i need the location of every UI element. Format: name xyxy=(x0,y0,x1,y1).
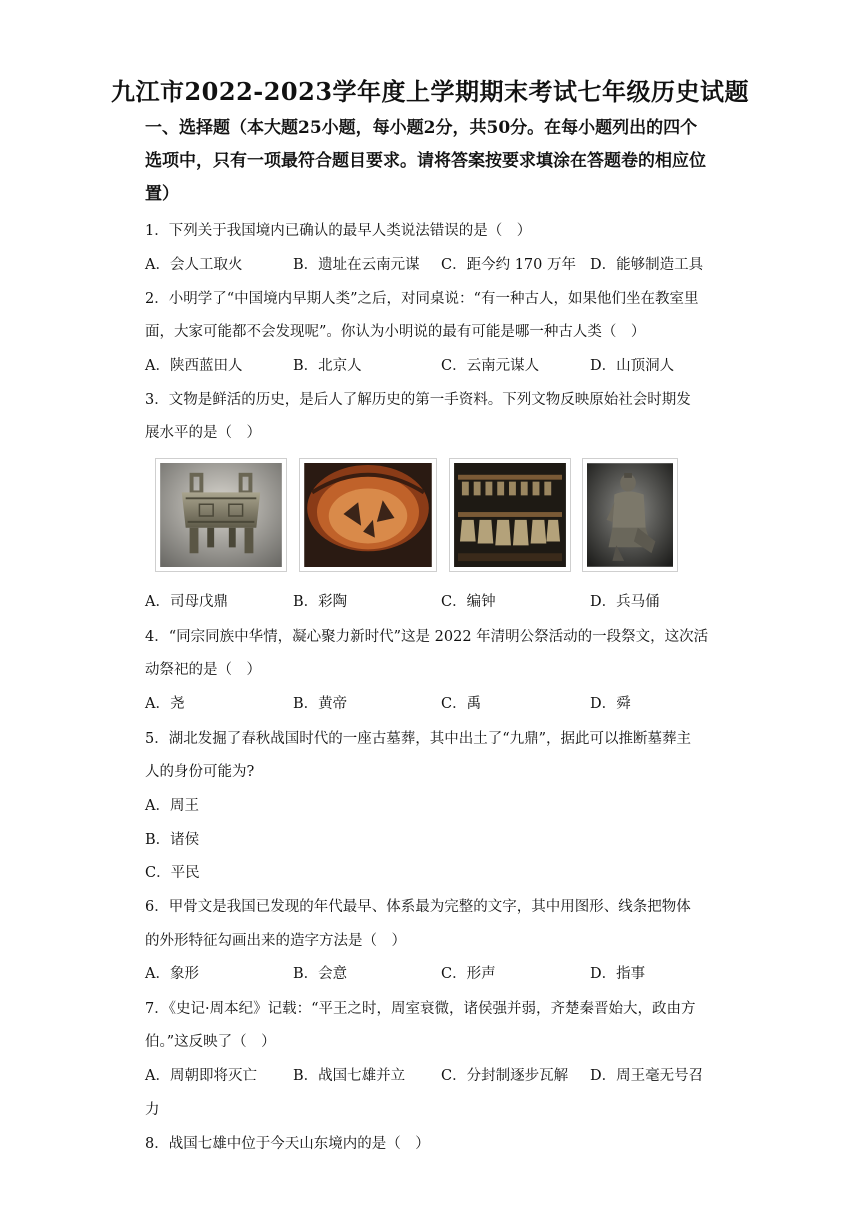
option-c: C．距今约 170 万年 xyxy=(441,257,576,273)
option-c: C．分封制逐步瓦解 xyxy=(441,1068,569,1084)
option-c: C．形声 xyxy=(441,966,496,982)
painted-pottery-image xyxy=(299,458,437,572)
question-7-stem-line-1: 7．《史记·周本纪》记载：“平王之时，周室衰微，诸侯强并弱，齐楚秦晋始大，政由方 xyxy=(145,1001,696,1017)
page-title: 九江市2022-2023学年度上学期期末考试七年级历史试题 xyxy=(110,77,750,106)
option-a: A．会人工取火 xyxy=(145,257,243,273)
question-6-options xyxy=(145,962,725,982)
question-2-stem-line-1: 2．小明学了“中国境内早期人类”之后，对同桌说：“有一种古人，如果他们坐在教室里 xyxy=(145,291,699,307)
option-c: C．编钟 xyxy=(441,594,496,610)
option-a: A．象形 xyxy=(145,966,199,982)
question-2-options xyxy=(145,354,725,374)
chime-bells-image xyxy=(449,458,571,572)
question-5-option-c: C．平民 xyxy=(145,865,200,881)
option-d: D．兵马俑 xyxy=(590,594,660,610)
question-5-option-a: A．周王 xyxy=(145,798,199,814)
question-8-stem: 8．战国七雄中位于今天山东境内的是（ ） xyxy=(145,1136,430,1152)
option-b: B．遗址在云南元谋 xyxy=(293,257,420,273)
option-a: A．陕西蓝田人 xyxy=(145,358,243,374)
terracotta-warrior-illustration xyxy=(587,463,673,567)
question-4-options xyxy=(145,692,725,712)
option-a: A．周朝即将灭亡 xyxy=(145,1068,257,1084)
option-d: D．周王毫无号召 xyxy=(590,1068,704,1084)
bronze-ding-illustration xyxy=(160,463,282,567)
question-7-options xyxy=(145,1064,725,1084)
question-1-options xyxy=(145,253,725,273)
question-3-options xyxy=(145,590,725,610)
question-1-stem: 1．下列关于我国境内已确认的最早人类说法错误的是（ ） xyxy=(145,223,532,239)
terracotta-warrior-image xyxy=(582,458,678,572)
simuwu-ding-image xyxy=(155,458,287,572)
question-2-stem-line-2: 面，大家可能都不会发现呢”。你认为小明说的最有可能是哪一种古人类（ ） xyxy=(145,324,646,340)
question-5-option-b: B．诸侯 xyxy=(145,832,200,848)
option-a: A．司母戊鼎 xyxy=(145,594,228,610)
question-3-stem-line-1: 3．文物是鲜活的历史，是后人了解历史的第一手资料。下列文物反映原始社会时期发 xyxy=(145,392,691,408)
question-3-stem-line-2: 展水平的是（ ） xyxy=(145,425,261,441)
option-d: D．舜 xyxy=(590,696,631,712)
question-5-stem-line-2: 人的身份可能为? xyxy=(145,764,255,780)
option-b: B．彩陶 xyxy=(293,594,348,610)
option-d: D．能够制造工具 xyxy=(590,257,704,273)
question-4-stem-line-2: 动祭祀的是（ ） xyxy=(145,662,261,678)
question-6-stem-line-1: 6．甲骨文是我国已发现的年代最早、体系最为完整的文字，其中用图形、线条把物体 xyxy=(145,899,691,915)
painted-pottery-illustration xyxy=(304,463,432,567)
option-b: B．北京人 xyxy=(293,358,362,374)
option-a: A．尧 xyxy=(145,696,185,712)
option-b: B．黄帝 xyxy=(293,696,348,712)
option-b: B．会意 xyxy=(293,966,348,982)
question-7-stem-line-2: 伯。”这反映了（ ） xyxy=(145,1034,276,1050)
option-c: C．云南元谋人 xyxy=(441,358,540,374)
option-c: C．禹 xyxy=(441,696,482,712)
option-d: D．指事 xyxy=(590,966,646,982)
section-heading-line-2: 选项中，只有一项最符合题目要求。请将答案按要求填涂在答题卷的相应位 xyxy=(145,151,706,171)
question-4-stem-line-1: 4．“同宗同族中华情，凝心聚力新时代”这是 2022 年清明公祭活动的一段祭文，这次活 xyxy=(145,629,709,645)
chime-bells-illustration xyxy=(454,463,566,567)
option-b: B．战国七雄并立 xyxy=(293,1068,406,1084)
section-heading-line-3: 置） xyxy=(145,184,179,204)
question-5-stem-line-1: 5．湖北发掘了春秋战国时代的一座古墓葬，其中出土了“九鼎”，据此可以推断墓葬主 xyxy=(145,731,692,747)
question-7-option-d-continuation: 力 xyxy=(145,1102,160,1118)
question-6-stem-line-2: 的外形特征勾画出来的造字方法是（ ） xyxy=(145,933,406,949)
option-d: D．山顶洞人 xyxy=(590,358,675,374)
section-heading-line-1: 一、选择题（本大题25小题，每小题2分，共50分。在每小题列出的四个 xyxy=(145,118,698,138)
